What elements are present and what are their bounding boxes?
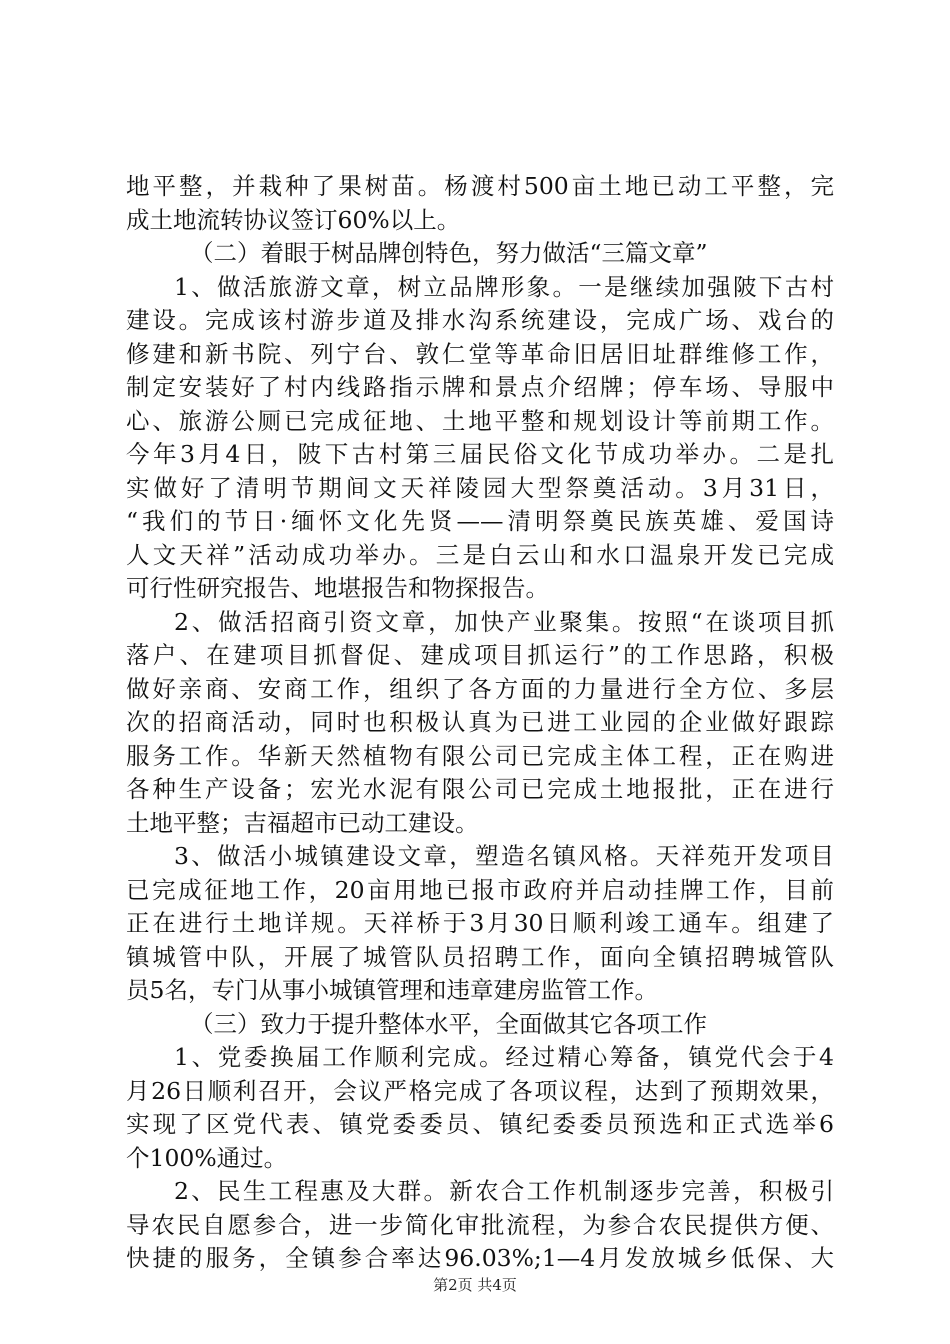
page-footer: 第2页 共4页: [433, 1276, 517, 1294]
text-line: 2、做活招商引资文章，加快产业聚集。按照“在谈项目抓: [174, 607, 834, 636]
text-line: 月26日顺利召开，会议严格完成了各项议程，达到了预期效果，: [126, 1076, 834, 1105]
text-line: 心、旅游公厕已完成征地、土地平整和规划设计等前期工作。: [126, 406, 834, 435]
text-line: 做好亲商、安商工作，组织了各方面的力量进行全方位、多层: [126, 674, 834, 703]
text-line: 各种生产设备；宏光水泥有限公司已完成土地报批，正在进行: [126, 775, 834, 803]
text-line: 今年3月4日，陂下古村第三届民俗文化节成功举办。二是扎: [126, 440, 834, 468]
text-line: （三）致力于提升整体水平，全面做其它各项工作: [190, 1009, 707, 1038]
text-line: 可行性研究报告、地堪报告和物探报告。: [126, 574, 549, 602]
text-line: 成土地流转协议签订60%以上。: [126, 205, 461, 234]
text-line: “我们的节日·缅怀文化先贤——清明祭奠民族英雄、爱国诗: [126, 507, 834, 535]
text-line: 导农民自愿参合，进一步简化审批流程，为参合农民提供方便、: [126, 1210, 834, 1239]
text-line: 实做好了清明节期间文天祥陵园大型祭奠活动。3月31日，: [126, 473, 834, 502]
text-line: 土地平整；吉福超市已动工建设。: [126, 808, 479, 837]
text-line: 个100%通过。: [126, 1143, 288, 1172]
text-line: 正在进行土地详规。天祥桥于3月30日顺利竣工通车。组建了: [126, 909, 834, 937]
text-line: 实现了区党代表、镇党委委员、镇纪委委员预选和正式选举6: [126, 1110, 834, 1138]
text-line: 次的招商活动，同时也积极认真为已进工业园的企业做好跟踪: [126, 708, 834, 736]
text-line: 建设。完成该村游步道及排水沟系统建设，完成广场、戏台的: [126, 306, 834, 334]
text-line: 修建和新书院、列宁台、敦仁堂等革命旧居旧址群维修工作，: [126, 339, 834, 368]
text-line: 1、做活旅游文章，树立品牌形象。一是继续加强陂下古村: [174, 272, 834, 301]
text-line: 员5名，专门从事小城镇管理和违章建房监管工作。: [126, 976, 658, 1004]
text-line: 人文天祥”活动成功举办。三是白云山和水口温泉开发已完成: [126, 540, 834, 569]
text-line: 2、民生工程惠及大群。新农合工作机制逐步完善，积极引: [174, 1177, 834, 1205]
text-line: 已完成征地工作，20亩用地已报市政府并启动挂牌工作，目前: [126, 875, 834, 904]
text-line: 落户、在建项目抓督促、建成项目抓运行”的工作思路，积极: [126, 641, 834, 669]
text-line: （二）着眼于树品牌创特色，努力做活“三篇文章”: [190, 239, 708, 267]
document-body: [126, 170, 834, 1276]
text-line: 快捷的服务，全镇参合率达96.03%;1—4月发放城乡低保、大: [126, 1244, 834, 1272]
text-line: 镇城管中队，开展了城管队员招聘工作，面向全镇招聘城管队: [126, 942, 834, 971]
text-line: 1、党委换届工作顺利完成。经过精心筹备，镇党代会于4: [174, 1043, 834, 1071]
text-line: 3、做活小城镇建设文章，塑造名镇风格。天祥苑开发项目: [174, 842, 834, 870]
text-line: 地平整，并栽种了果树苗。杨渡村500亩土地已动工平整，完: [126, 172, 834, 200]
text-line: 制定安装好了村内线路指示牌和景点介绍牌；停车场、导服中: [126, 373, 834, 401]
text-line: 服务工作。华新天然植物有限公司已完成主体工程，正在购进: [126, 741, 834, 770]
